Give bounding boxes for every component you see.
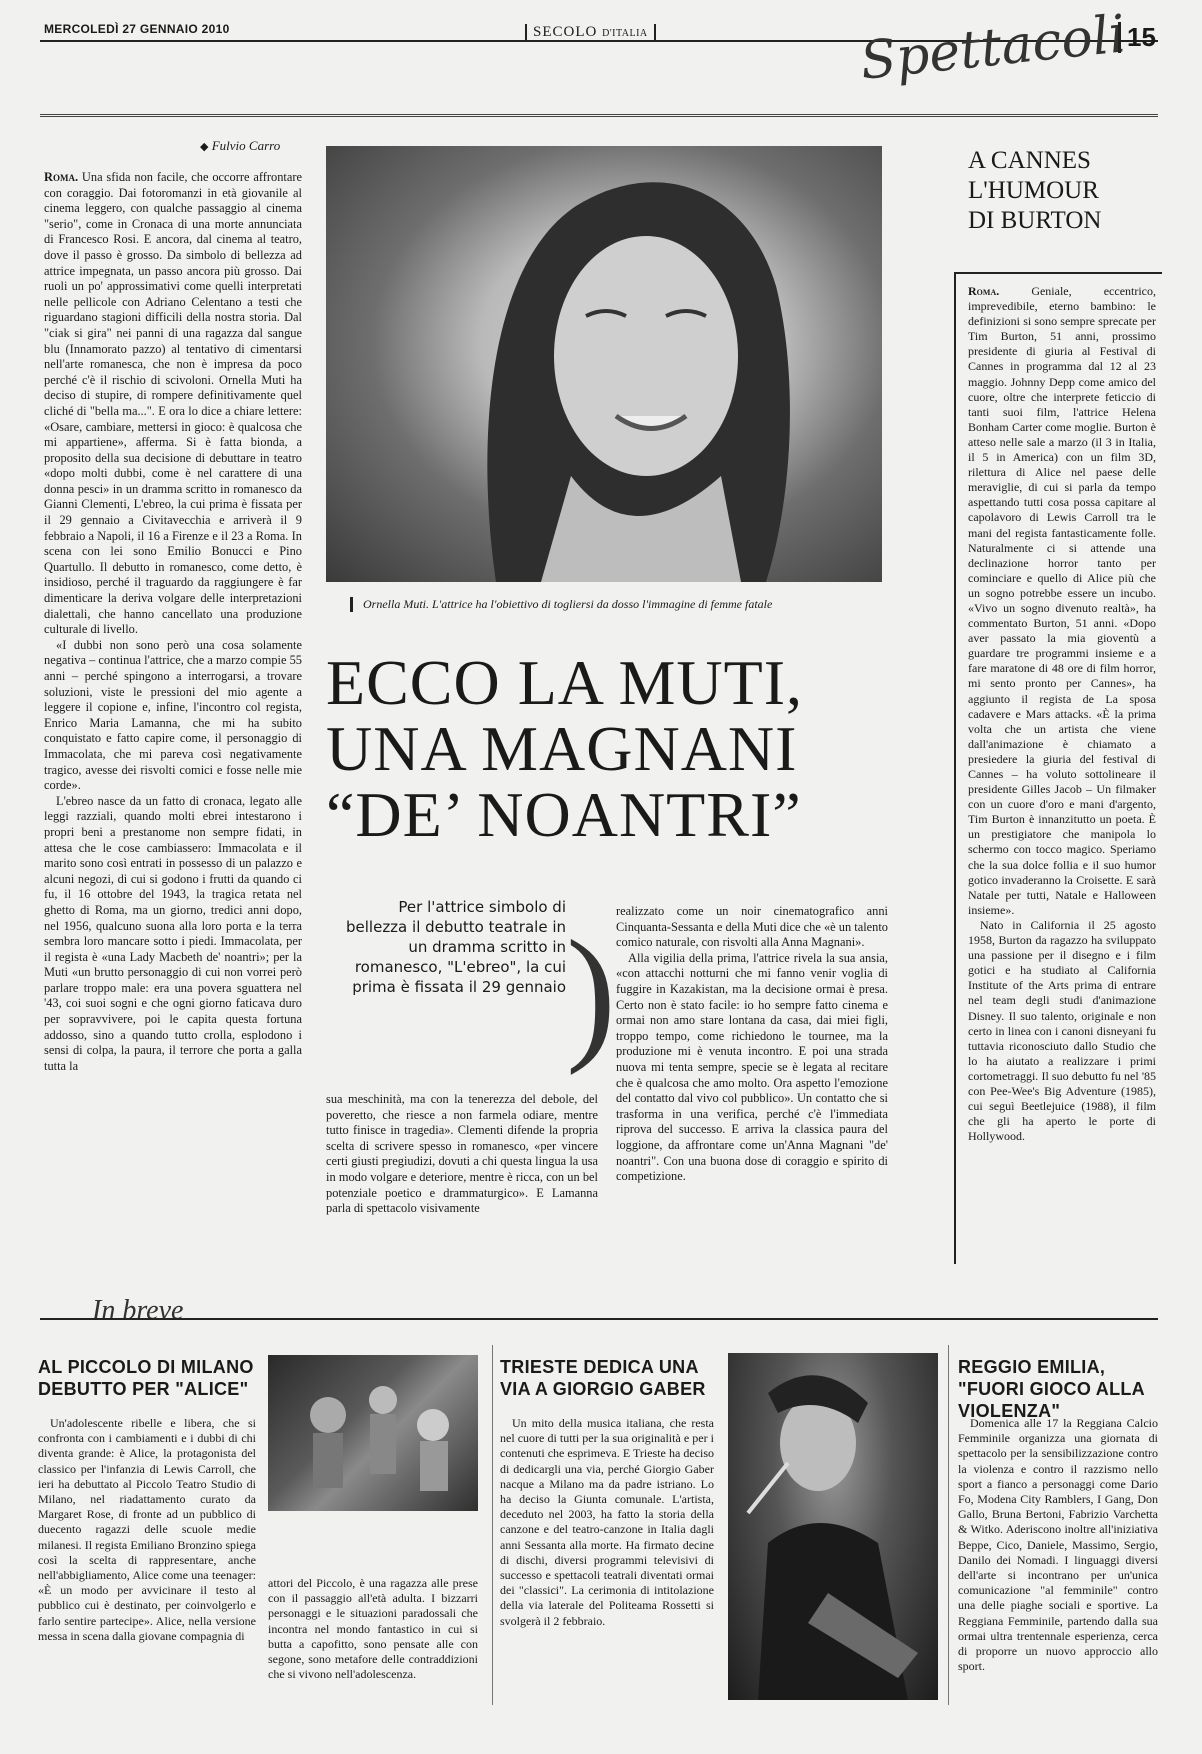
article-deck: Per l'attrice simbolo di bellezza il debutto teatrale in un dramma scritto in romanesco, "L'ebreo", la cui prima è fissata il 29 gennaio <box>346 898 566 996</box>
sidebar-title-line: DI BURTON <box>968 207 1102 234</box>
sidebar-paragraph: Nato in California il 25 agosto 1958, Burton da ragazzo ha sviluppato una passione per il disegno e i film gotici e ha studiato al California Institute of the Arts prima di entrare nel team degli studi d'animazione Disney. Il suo talento, originale e non certo in linea con i canoni disneyani fu tuttavia riconosciuto dallo Studio che lo ha aiutato a realizzare i primi cortometraggi. Il suo debutto fu nel '85 con Pee-Wee's Big Adventure (1985), cui seguì Beetlejuice (1988), il film che gli ha aperto le porte di Hollywood. <box>968 917 1156 1144</box>
article-text: Una sfida non facile, che occorre affrontare con coraggio. Dai fotoromanzi in età giovanile al cinema leggero, con qualche passaggio al cinema "serio", come in Cronaca di una morte annunciata di Francesco Rosi. E ancora, dal cinema al teatro, dove il passo è grosso. Da simbolo di bellezza ad attrice impegnata, un passo ancora più grosso. Dai ruoli un po' approssimativi come quelli interpretati nelle pellicole con Adriano Celentano a testi che riguardano stagioni difficili della nostra storia. Dal "ciak si gira" nei panni di una ragazza dal sangue blu (Innamorato pazzo) al tentativo di cimentarsi nell'arte romanesca, che non è impresa da poco perché c'è il rischio di scivoloni. Ornella Muti ha deciso di stupire, di rompere definitivamente quel cliché di "bella ma...". E ora lo dice a chiare lettere: «Osare, cambiare, mettersi in gioco: è qualcosa che mi appartiene», afferma. Si è fatta bionda, a proposito della sua decisione di debuttare in teatro «dopo molti dubbi, come è nel carattere di una donna pesci» in un dramma scritto in romanesco da Gianni Clementi, L'ebreo, la cui prima è fissata per il 29 gennaio a Civitavecchia e arriverà il 9 febbraio a Napoli, il 16 a Firenze e il 23 a Roma. In scena con lei sono Emilio Bonucci e Pino Quartullo. Il debutto in romanesco, come detto, è insidioso, perché il traguardo da raggiungere è far dimenticare la deriva volgare delle interpretazioni dialettali, che hanno cancellato una produzione culturale di livello. <box>44 170 302 637</box>
brief-divider <box>948 1345 949 1705</box>
in-breve-rule <box>40 1318 1158 1320</box>
article-column-1 <box>44 170 302 1254</box>
portrait-illustration <box>326 146 882 582</box>
article-paragraph: L'ebreo nasce da un fatto di cronaca, legato alle leggi razziali, quando molti ebrei intestarono i propri beni a prestanome non sempre fidati, in attesa che le cose cambiassero: Immacolata e il marito sono così entrati in possesso di un palazzo e alcuni negozi, di cui si godono i frutti da quando ci fu, il 16 ottobre del 1943, la tragica retata nel ghetto di Roma, ma un giorno, tredici anni dopo, nel 1956, qualcuno suona alla loro porta e la terra sembra loro mancare sotto i piedi. Immacolata, per il regista è «una Lady Macbeth de' noantri»; per la Muti «un brutto personaggio di cui non vorrei però parlare troppo male: era una povera sguattera nel '43, coi suoi sogni e che ogni giorno faticava duro per sopravvivere, poi le capita questa fortuna addosso, sino a quando tutto crolla, esplodono i sensi di colpa, la paura, il terrore che porta a galla tutta la <box>44 793 302 1073</box>
photo-caption: Ornella Muti. L'attrice ha l'obiettivo di togliersi da dosso l'immagine di femme fatale <box>350 597 903 612</box>
photo-giorgio-gaber <box>728 1353 938 1700</box>
header-rule <box>40 114 1158 117</box>
article-paragraph: Alla vigilia della prima, l'attrice rivela la sua ansia, «con attacchi notturni che mi fanno venir voglia di fuggire in Kazakistan, ma la decisione ormai è presa. Certo non è stato facile: io ho sempre fatto cinema e ormai non amo stare lontana da casa, dai miei figli, troppo tempo, come richiedono le tournee, ma la produzione mi è venuta incontro. E poi una strada nuova mi tenta sempre, specie se è legata al recitare che è qualcosa che amo molto. Ora aspetto l'emozione del contatto dal vivo col pubblico». Un contatto che si trasforma in una verifica, perché c'è l'immediata riprova del successo. E arriva la classica paura del loggione, da affrontare come un'Anna Magnani "de' noantri". Con una buona dose di coraggio e spirito di competizione. <box>616 950 888 1184</box>
article-column-2 <box>326 1092 598 1254</box>
diamond-icon: ◆ <box>200 141 209 153</box>
in-breve-label: In breve <box>92 1295 184 1326</box>
issue-date: MERCOLEDÌ 27 GENNAIO 2010 <box>44 22 230 36</box>
article-paragraph: realizzato come un noir cinematografico anni Cinquanta-Sessanta e della Muti dice che «è un talento comico naturale, con risvolti alla Anna Magnani». <box>616 904 888 950</box>
headline-line: ECCO LA MUTI, <box>326 647 803 718</box>
byline-author: Fulvio Carro <box>211 138 281 153</box>
brief-body: Un'adolescente ribelle e libera, che si confronta con i cambiamenti e i dubbi di chi diventa grande: è Alice, la protagonista del classico per l'infanzia di Lewis Carroll, che ieri ha debuttato al Piccolo Teatro Studio di Milano, nel riadattamento curato da Margaret Rose, di fronte ad un pubblico di duecento ragazzi delle scuole medie milanesi. Il regista Emiliano Bronzino spiega così la scelta di rappresentare, anche nell'abbigliamento, Alice come una teenager: «È un modo per avvicinare il testo al pubblico cui è destinato, per coinvolgerlo e farlo sentire partecipe». Alice, nella versione messa in scena dalla giovane compagnia di <box>38 1416 256 1643</box>
brief-body: Domenica alle 17 la Reggiana Calcio Femminile organizza una giornata di spettacolo per la sensibilizzazione contro la violenza e contro il razzismo nello sport a fianco a personaggi come Dario Fo, Modena City Ramblers, I Gang, Don Gallo, Bruna Bertoni, Fabrizio Varchetta & Witko. Aderiscono inoltre all'iniziativa Beppe, Cico, Daniele, Massimo, Sergio, Danilo dei Nomadi. I linguaggi diversi dell'arte si incontrano per un'unica comunicazione "al femminile" contro una delle piaghe sociali e sportive. La Reggiana Femminile, partendo dalla sua ormai ultra trentennale esperienza, cerca di proporre un nuovo approccio allo sport. <box>958 1416 1158 1674</box>
deck-bracket: ) <box>566 910 616 1076</box>
sidebar-text: Geniale, eccentrico, imprevedibile, eterno bambino: le definizioni si sono sempre sprecate per Tim Burton, 51 anni, prossimo presidente di giuria al Festival di Cannes in programma dal 12 al 23 maggio. Johnny Depp come amico del cuore, oltre che interprete feticcio di tanti suoi film, l'attrice Helena Bonham Carter come moglie. Burton è atteso nelle sale a marzo (il 3 in Italia, il 5 in America) con un film 3D, rilettura di Alice nel paese delle meraviglie, di cui si parla da tempo aspettando tutti cosa possa capitare al capolavoro di Lewis Carroll tra le mani del regista fantasticamente folle. Naturalmente ci si attende una declinazione horror tanto per cominciare e quello di Alice più che un sogno potrebbe essere un incubo. «Vivo un sogno divenuto realtà», ha commentato Burton, 51 anni. «Dopo aver passato la mia gioventù a guardare tre programmi insieme e a fare maratone di 48 ore di film horror, mi sento pronto per Cannes», ha aggiunto il regista de La sposa cadavere e Mars attacks. «È la prima volta che un artista che viene dall'animazione è chiamato a presiedere la giuria del festival di Cannes – ha voluto sottolineare il presidente Gilles Jacob – Un filmaker con un cuore d'oro e mani d'argento, Tim Burton è innanzitutto un poeta. È un prestigiatore che manipola lo schermo con tocco magico. Speriamo che la sua dolce follia e il suo humor gotico invaderanno la Croisette. E sarà Natale per tutti, Natale e Halloween insieme». <box>968 284 1156 917</box>
brief-title: TRIESTE DEDICA UNA VIA A GIORGIO GABER <box>500 1357 706 1399</box>
headline-line: UNA MAGNANI <box>326 713 798 784</box>
sidebar-body <box>968 284 1156 1259</box>
headline <box>326 647 886 850</box>
article-paragraph <box>44 170 302 638</box>
newspaper-name-suffix: D'ITALIA <box>602 28 648 39</box>
headline-line: “DE’ NOANTRI” <box>326 779 802 850</box>
article-paragraph: «I dubbi non sono però una cosa solamente negativa – continua l'attrice, che a marzo compie 55 anni – perché spingono a interrogarsi, a trovare soluzioni, viste le pressioni del mio agente a leggere il copione e, infine, l'incontro col regista, Enrico Maria Lamanna, che mi ha subito conquistato e fatto capire come, il personaggio di Immacolata, che mi pareva così negativamente tragico, avesse dei risvolti comici e fosse nelle mie corde». <box>44 637 302 793</box>
newspaper-name-main: SECOLO <box>533 24 598 40</box>
photo-alice-stage <box>268 1355 478 1511</box>
article-paragraph: sua meschinità, ma con la tenerezza del debole, del poveretto, che riesce a non farmela odiare, mentre tutto finisce in tragedia». Clementi difende la propria scelta di scrivere spesso in romanesco, «per vincere certi giusti pregiudizi, dovuti a chi questa lingua la usa in modo volgare e deteriore, mentre è ricca, con un bel potenziale poetico e drammaturgico». E Lamanna parla di spettacolo visivamente <box>326 1092 598 1216</box>
sidebar-title <box>968 146 1158 236</box>
sidebar-dateline: Roma. <box>968 284 1000 298</box>
stage-illustration <box>268 1355 478 1511</box>
sidebar-title-line: L'HUMOUR <box>968 177 1099 204</box>
singer-illustration <box>728 1353 938 1700</box>
dateline: Roma. <box>44 170 79 184</box>
brief-divider <box>492 1345 493 1705</box>
section-name: Spettacoli <box>857 4 1129 92</box>
sidebar-title-line: A CANNES <box>968 147 1091 174</box>
byline <box>200 138 280 154</box>
photo-ornella-muti <box>326 146 882 582</box>
page-number: 15 <box>1118 22 1156 53</box>
brief-title: AL PICCOLO DI MILANO DEBUTTO PER "ALICE" <box>38 1357 254 1399</box>
brief-body: Un mito della musica italiana, che resta nel cuore di tutti per la sua originalità e per i contenuti che esprimeva. E Trieste ha deciso di dedicargli una via, perché Giorgio Gaber nacque a Milano ma da padre istriano. Lo ha deciso la Giunta comunale. L'artista, deceduto nel 2003, ha fatto la storia della canzone e del teatro-canzone in Italia dagli anni Sessanta alla morte. Ha firmato decine di dischi, diversi programmi televisivi di successo e spettacoli teatrali diventati ormai dei "classici". La cerimonia di intitolazione della via laterale del Politeama Rossetti si svolgerà il 2 febbraio. <box>500 1416 714 1628</box>
newspaper-name <box>525 24 656 41</box>
brief-title: REGGIO EMILIA, "FUORI GIOCO ALLA VIOLENZA" <box>958 1357 1145 1421</box>
brief-body-continued: attori del Piccolo, è una ragazza alle prese con il passaggio all'età adulta. I bizzarri personaggi e le situazioni paradossali che incontra nel mondo fantastico in cui si butta a capofitto, sono pensate alle con segone, sono metafore delle contraddizioni che si vivono nell'adolescenza. <box>268 1576 478 1682</box>
sidebar-paragraph <box>968 284 1156 918</box>
article-column-3 <box>616 904 888 1254</box>
